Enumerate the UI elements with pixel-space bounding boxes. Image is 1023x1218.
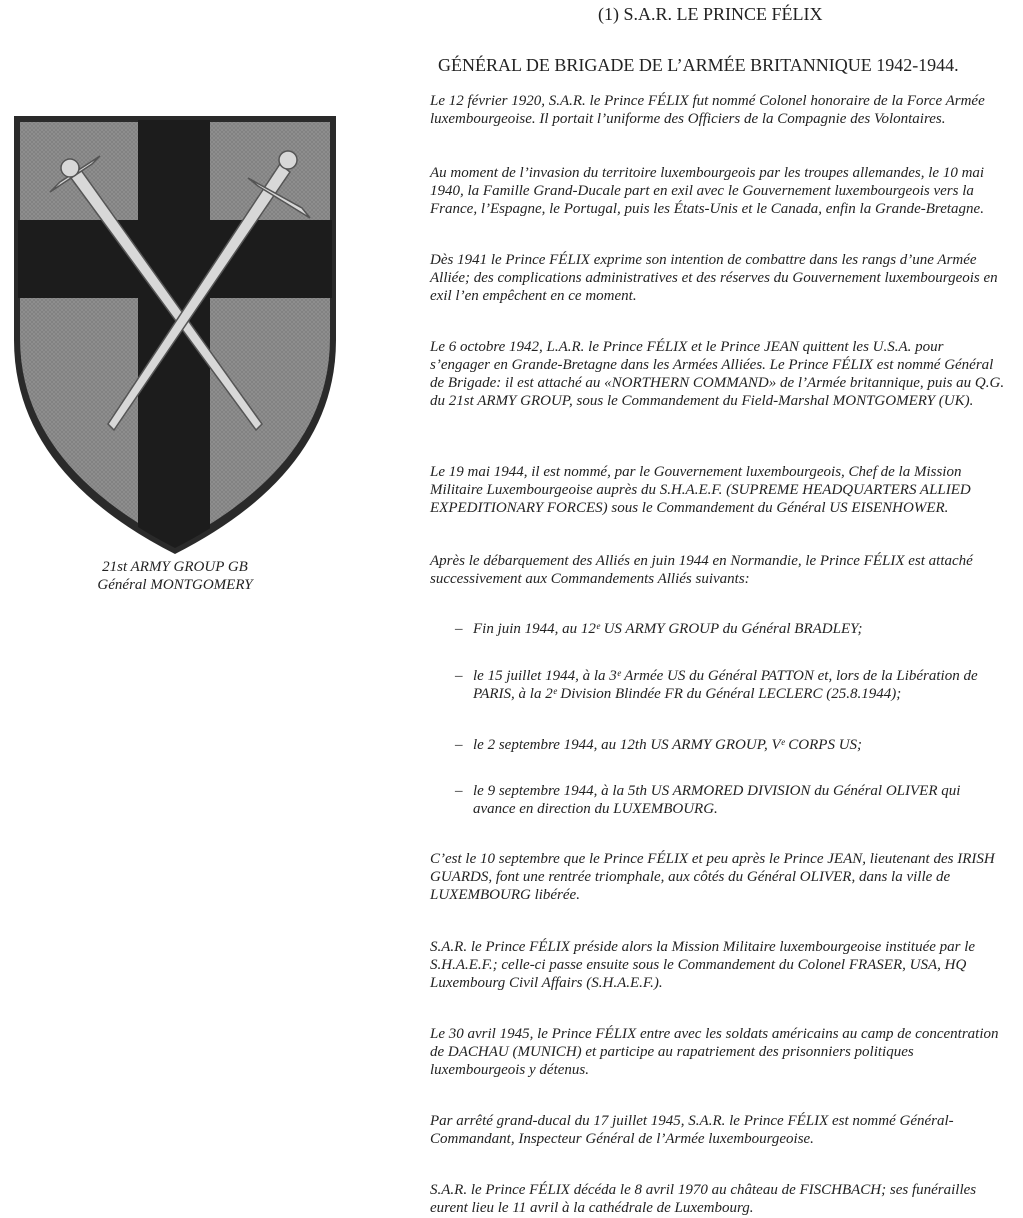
paragraph-general-commandant: Par arrêté grand-ducal du 17 juillet 1945, S.A.R. le Prince FÉLIX est nommé Général-Commandant, Inspecteur Général de l’Armée luxembourgeoise. bbox=[430, 1113, 954, 1147]
paragraph-liberation: C’est le 10 septembre que le Prince FÉLIX et peu après le Prince JEAN, lieutenant des IRISH GUARDS, font une rentrée triomphale, aux côtés du Général OLIVER, dans la ville de LUXEMBOURG libérée. bbox=[430, 851, 995, 903]
list-item-text: le 15 juillet 1944, à la 3ᵉ Armée US du Général PATTON et, lors de la Libération de PARIS, à la 2ᵉ Division Blindée FR du Général LECLERC (25.8.1944); bbox=[473, 668, 978, 702]
list-item bbox=[455, 782, 1005, 818]
paragraph-death: S.A.R. le Prince FÉLIX décéda le 8 avril 1970 au château de FISCHBACH; ses funérailles eurent lieu le 11 avril à la cathédrale de Luxembourg. bbox=[430, 1182, 977, 1216]
list-item bbox=[455, 620, 1005, 638]
patch-caption-line2: Général MONTGOMERY bbox=[97, 577, 253, 593]
army-group-patch-image bbox=[10, 108, 340, 558]
paragraph-may-1944: Le 19 mai 1944, il est nommé, par le Gouvernement luxembourgeois, Chef de la Mission Militaire Luxembourgeoise auprès du S.H.A.E.F. (SUPREME HEADQUARTERS ALLIED EXPEDITIONARY FORCES) sous le Commandement du Général US EISENHOWER. bbox=[430, 464, 971, 516]
page-title: (1) S.A.R. LE PRINCE FÉLIX bbox=[598, 4, 823, 24]
list-item-text: le 2 septembre 1944, au 12th US ARMY GROUP, Vᵉ CORPS US; bbox=[473, 737, 863, 753]
cross-horizontal-bar bbox=[18, 220, 338, 298]
paragraph-normandy: Après le débarquement des Alliés en juin 1944 en Normandie, le Prince FÉLIX est attaché successivement aux Commandements Alliés suivants: bbox=[430, 553, 973, 587]
paragraph-1941: Dès 1941 le Prince FÉLIX exprime son intention de combattre dans les rangs d’une Armée Alliée; des complications administratives et des réserves du Gouvernement luxembourgeois en exil l’en empêchent en ce moment. bbox=[430, 252, 998, 304]
list-item-text: Fin juin 1944, au 12ᵉ US ARMY GROUP du Général BRADLEY; bbox=[473, 621, 863, 637]
list-item bbox=[455, 736, 1005, 754]
list-dash: – bbox=[455, 783, 463, 799]
patch-figure bbox=[10, 108, 340, 608]
list-item bbox=[455, 667, 1005, 703]
list-dash: – bbox=[455, 668, 463, 684]
paragraph-1920: Le 12 février 1920, S.A.R. le Prince FÉLIX fut nommé Colonel honoraire de la Force Armée luxembourgeoise. Il portait l’uniforme des Officiers de la Compagnie des Volontaires. bbox=[430, 93, 985, 127]
paragraph-1942: Le 6 octobre 1942, L.A.R. le Prince FÉLIX et le Prince JEAN quittent les U.S.A. pour s’engager en Grande-Bretagne dans les Armées Alliées. Le Prince FÉLIX est nommé Général de Brigade: il est attaché au «NORTHERN COMMAND» de l’Armée britannique, puis au Q.G. du 21st ARMY GROUP, sous le Commandement du Field-Marshal MONTGOMERY (UK). bbox=[430, 339, 1005, 409]
patch-caption-line1: 21st ARMY GROUP GB bbox=[102, 559, 248, 575]
list-item-text: le 9 septembre 1944, à la 5th US ARMORED DIVISION du Général OLIVER qui avance en direction du LUXEMBOURG. bbox=[473, 783, 961, 817]
list-dash: – bbox=[455, 737, 463, 753]
paragraph-dachau: Le 30 avril 1945, le Prince FÉLIX entre avec les soldats américains au camp de concentration de DACHAU (MUNICH) et participe au rapatriement des prisonniers politiques luxembourgeois y détenus. bbox=[430, 1026, 999, 1078]
paragraph-mission: S.A.R. le Prince FÉLIX préside alors la Mission Militaire luxembourgeoise instituée par le S.H.A.E.F.; celle-ci passe ensuite sous le Commandement du Colonel FRASER, USA, HQ Luxembourg Civil Affairs (S.H.A.E.F.). bbox=[430, 939, 976, 991]
page-subtitle: GÉNÉRAL DE BRIGADE DE L’ARMÉE BRITANNIQUE 1942-1944. bbox=[438, 55, 959, 75]
paragraph-invasion-1940: Au moment de l’invasion du territoire luxembourgeois par les troupes allemandes, le 10 mai 1940, la Famille Grand-Ducale part en exil avec le Gouvernement luxembourgeois vers la France, l’Espagne, le Portugal, puis les États-Unis et le Canada, enfin la Grande-Bretagne. bbox=[430, 165, 985, 217]
list-dash: – bbox=[455, 621, 463, 637]
